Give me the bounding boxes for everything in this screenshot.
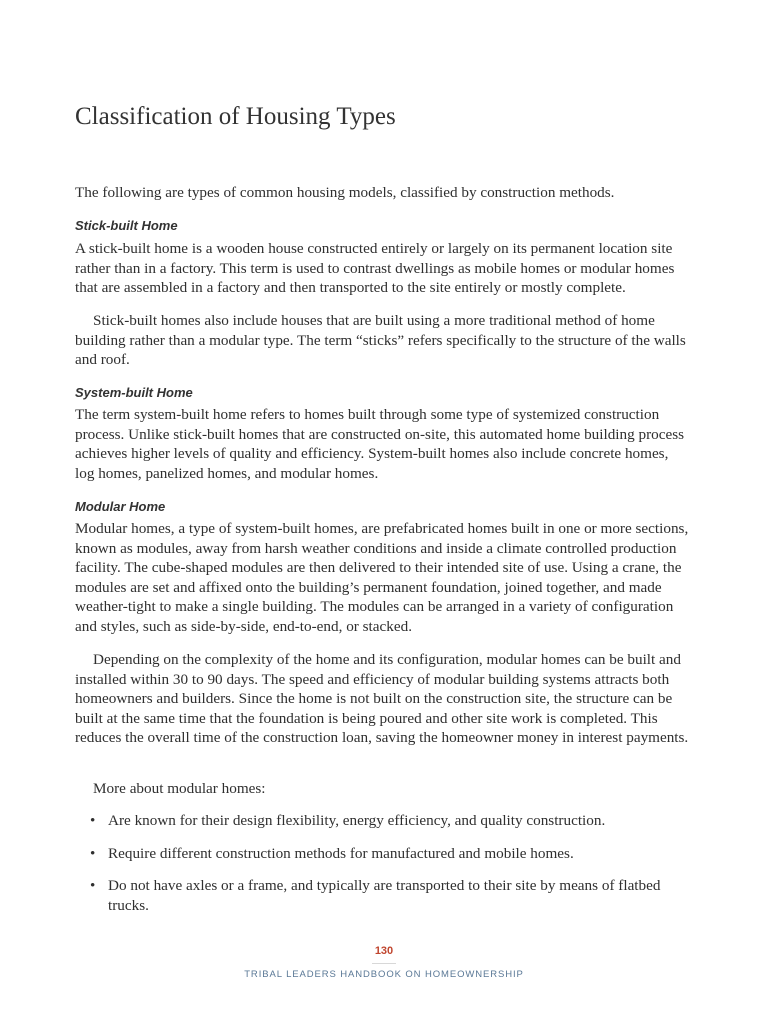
system-built-paragraph-1: The term system-built home refers to homes built through some type of systemized construction process. Unlike stick-built homes that are constructed on-site, this automated home building process achieves higher levels of quality and efficiency. System-built homes also include concrete homes, log homes, panelized homes, and modular homes. — [75, 406, 685, 482]
list-item: • Do not have axles or a frame, and typically are transported to their site by means of flatbed trucks. — [75, 876, 691, 915]
modular-more-about-intro: More about modular homes: — [93, 780, 266, 797]
stick-built-paragraph-2: Stick-built homes also include houses that are built using a more traditional method of home building rather than a modular type. The term “sticks” refers specifically to the structure of the walls and roof. — [75, 312, 686, 369]
section-heading-stick-built: Stick-built Home — [75, 218, 178, 233]
list-item: • Require different construction methods for manufactured and mobile homes. — [75, 844, 691, 864]
footer-divider — [372, 963, 396, 964]
page-number: 130 — [374, 945, 394, 957]
page-title: Classification of Housing Types — [75, 103, 396, 130]
section-heading-modular: Modular Home — [75, 499, 166, 514]
section-heading-system-built: System-built Home — [75, 385, 193, 400]
footer-book-title: TRIBAL LEADERS HANDBOOK ON HOMEOWNERSHIP — [244, 969, 524, 980]
modular-bullet-list — [75, 811, 691, 928]
modular-paragraph-2: Depending on the complexity of the home and its configuration, modular homes can be built and installed within 30 to 90 days. The speed and efficiency of modular building systems attracts both homeowners and builders. Since the home is not built on the construction site, the structure can be built at the same time that the foundation is being poured and other site work is completed. This reduces the overall time of the construction loan, saving the homeowner money in interest payments. — [75, 651, 689, 747]
list-item: • Are known for their design flexibility, energy efficiency, and quality construction. — [75, 811, 691, 831]
stick-built-paragraph-1: A stick-built home is a wooden house constructed entirely or largely on its permanent location site rather than in a factory. This term is used to contrast dwellings as mobile homes or modular homes that are assembled in a factory and then transported to the site entirely or mostly complete. — [75, 240, 675, 297]
intro-paragraph: The following are types of common housing models, classified by construction methods. — [75, 184, 615, 201]
modular-paragraph-1: Modular homes, a type of system-built homes, are prefabricated homes built in one or more sections, known as modules, away from harsh weather conditions and inside a climate controlled production facility. The cube-shaped modules are then delivered to their intended site of use. Using a crane, the modules are set and affixed onto the building’s permanent foundation, joined together, and made weather-tight to make a single building. The modules can be arranged in a variety of configuration and styles, such as side-by-side, end-to-end, or stacked. — [75, 520, 689, 635]
